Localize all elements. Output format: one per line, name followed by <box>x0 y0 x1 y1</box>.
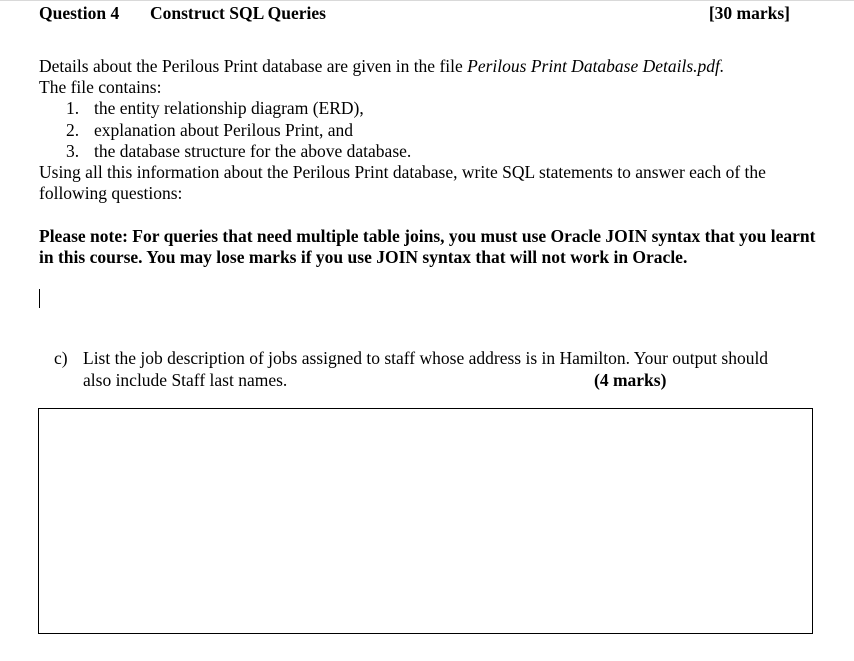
list-item-number: 3. <box>66 141 80 161</box>
question-total-marks: [30 marks] <box>708 3 790 23</box>
list-item <box>66 98 411 120</box>
list-item-number: 1. <box>66 98 80 118</box>
list-item <box>66 120 411 142</box>
part-c-question-line2: also include Staff last names. <box>83 370 288 390</box>
text-cursor[interactable] <box>39 289 40 308</box>
list-item <box>66 141 411 163</box>
question-number: Question 4 <box>39 3 120 23</box>
part-c-label: c) <box>54 348 68 368</box>
list-item-text: explanation about Perilous Print, and <box>94 119 354 140</box>
part-c-marks: (4 marks) <box>594 370 667 390</box>
intro-text: Details about the Perilous Print database are given in the file <box>39 56 468 76</box>
answer-text-box[interactable] <box>38 408 813 634</box>
file-contains-label: The file contains: <box>39 77 162 97</box>
list-item-number: 2. <box>66 119 80 140</box>
file-contents-list <box>66 98 411 163</box>
file-name: Perilous Print Database Details.pdf. <box>467 56 725 76</box>
part-c-question-line1: List the job description of jobs assigned to staff whose address is in Hamilton. Your output should <box>83 348 769 368</box>
join-syntax-note: Please note: For queries that need multiple table joins, you must use Oracle JOIN syntax that you learnt in this course. You may lose marks if you use JOIN syntax that will not work in Oracle. <box>39 226 816 267</box>
question-title: Construct SQL Queries <box>150 3 326 23</box>
instruction-paragraph: Using all this information about the Perilous Print database, write SQL statements to answer each of the following questions: <box>39 162 766 203</box>
list-item-text: the entity relationship diagram (ERD), <box>94 98 364 118</box>
intro-paragraph <box>39 56 829 77</box>
list-item-text: the database structure for the above database. <box>94 141 412 161</box>
top-rule <box>0 0 854 1</box>
